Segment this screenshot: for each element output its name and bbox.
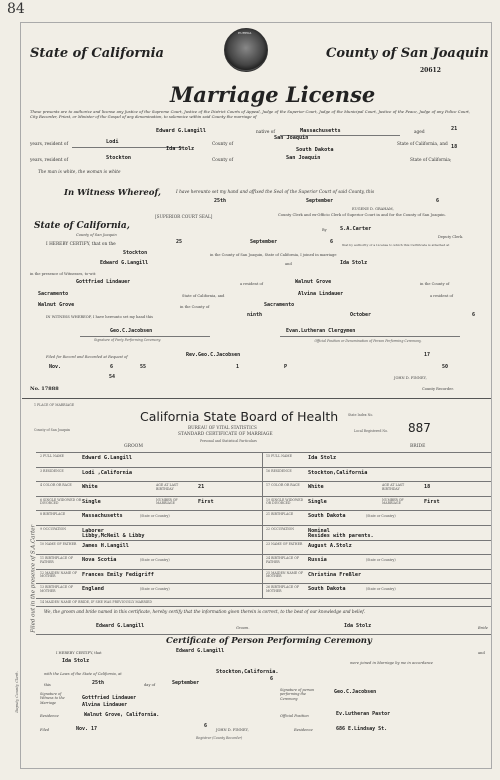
groom-row-label: 3 RESIDENCE xyxy=(40,468,64,473)
declaration-text: We, the groom and bride named in this certificate, hereby certify that the information given therein is correct, to the best of our knowledge and belief. xyxy=(44,609,365,614)
race-label: The man is white, the woman is white xyxy=(38,170,121,175)
groom-row-value: Nova Scotia xyxy=(82,557,117,564)
witness-day: 25th xyxy=(214,198,227,204)
groom-row-label: 13 BIRTHPLACE OF MOTHER xyxy=(40,585,74,593)
witness2-county: Sacramento xyxy=(264,302,295,308)
cert-residence: Walnut Grove, California. xyxy=(84,712,160,718)
bride-row-value: Christina Freßler xyxy=(308,571,362,578)
cert-filed-date: Nov. 17 xyxy=(76,726,98,732)
groom-state-country-label: (State or Country) xyxy=(140,587,170,592)
witness2-name: Alvina Lindauer xyxy=(298,291,344,297)
local-no: 887 xyxy=(408,421,431,435)
whereof-month: October xyxy=(350,312,372,318)
deputy-name: S.A.Carter xyxy=(340,226,372,232)
bride-row-value: Ida Stolz xyxy=(308,455,337,461)
cert-filed-year: 6 xyxy=(204,723,208,729)
bride-row-label: 25 MAIDEN NAME OF MOTHER xyxy=(266,570,304,579)
filed-number: No. 17888 xyxy=(30,386,59,392)
witness-sig-label: Signature of Witness to the Marriage xyxy=(40,692,65,705)
registrar-label: Registrar (County Recorder) xyxy=(196,736,243,740)
bride-row-label2: NUMBER OF MARRIAGE xyxy=(382,497,404,506)
groom-row-label: 6 SINGLE WIDOWED OR DIVORCED xyxy=(40,497,82,506)
bride-row-value: South Dakota xyxy=(308,513,346,520)
person-sig-label: Signature of person performing the Ceremony xyxy=(280,688,315,701)
filed-book: 50 xyxy=(442,364,449,370)
position-label: Official Position xyxy=(280,714,309,718)
cert-person-laws: with the Laws of the State of California, at xyxy=(44,672,122,676)
bride-state-country-label: (State or Country) xyxy=(366,558,396,563)
decl-groom: Edward G.Langill xyxy=(96,623,145,629)
county-of-label-2: County of xyxy=(212,158,234,163)
bride-row-value2: 18 xyxy=(424,484,431,491)
groom-row-value: Laborer xyxy=(82,528,104,534)
native-label: native of xyxy=(256,130,275,135)
groom-native: Massachusetts xyxy=(300,128,341,134)
filed-time: 55 xyxy=(140,364,147,370)
resident-label-1: a resident of xyxy=(240,282,263,286)
state-label-1: State of California, and xyxy=(182,294,225,298)
board-county-label: County of San Joaquin xyxy=(34,428,71,432)
certify-month: September xyxy=(250,239,278,245)
groom-row-label: 12 MAIDEN NAME OF MOTHER xyxy=(40,570,78,579)
cert-residence2: 686 E.Lindsay St. xyxy=(336,726,388,732)
bride-row-label: 23 NAME OF FATHER xyxy=(266,541,303,546)
cert-person-place: Stockton,California. xyxy=(216,669,279,675)
board-sub3: Personal and Statistical Particulars xyxy=(200,439,257,443)
bride-age: 18 xyxy=(451,144,458,150)
filed-month: Nov. xyxy=(49,364,62,370)
groom-row-value: Frances Emily Fedigriff xyxy=(82,571,154,578)
cert-person-day-label: day of xyxy=(144,683,156,687)
bride-row-value: Single xyxy=(308,498,327,505)
cert-person-this: this xyxy=(44,683,51,687)
groom-row-label: 9 OCCUPATION xyxy=(40,527,66,531)
seal-label: [SUPERIOR COURT SEAL] xyxy=(155,214,213,219)
groom-row-label: 11 BIRTHPLACE OF FATHER xyxy=(40,556,74,564)
groom-row-value: Massachusetts xyxy=(82,513,123,520)
bride-residence: Stockton xyxy=(106,155,131,161)
cert-person-line1: I HEREBY CERTIFY, that xyxy=(56,651,102,655)
cert-wit1: Gottfried Lindauer xyxy=(82,695,137,701)
groom-row-value: White xyxy=(82,484,98,491)
maiden-name-label: 14 MAIDEN NAME OF BRIDE, IF SHE WAS PREVIOUSLY MARRIED xyxy=(40,600,152,604)
recorder-name: JOHN D. FINNEY, xyxy=(394,376,427,380)
groom-row-value: James H.Langill xyxy=(82,542,129,549)
bride-row-label2: AGE AT LAST BIRTHDAY xyxy=(382,483,405,491)
groom-name: Edward G.Langill xyxy=(156,128,206,134)
cert-filed-label: Filed xyxy=(40,728,50,732)
cert-person-name: Geo.C.Jacobsen xyxy=(334,689,377,695)
cert-person-joined: were joined in Marriage by me in accordance xyxy=(350,661,433,665)
preamble: These presents are to authorize and license any Justice of the Supreme Court, Justice of the District Courts of Appeal, Judge of the Superior Court, Judge of the Municipal Court, Justice of the Peace, Judge of any Police Court, City Recorder, Priest, or Minister of the Gospel of any denomination, to solemnize within said County the marriage of xyxy=(30,109,470,119)
cert-person-year: 6 xyxy=(270,676,274,682)
bride-row-label: 17 COLOR OR RACE xyxy=(266,483,300,488)
state-cal-label: State of California, and xyxy=(397,142,448,147)
cert-filed-by: JOHN D. FINNEY, xyxy=(216,728,249,732)
bride-row-value: South Dakota xyxy=(308,586,346,593)
bride-row-label: 24 BIRTHPLACE OF FATHER xyxy=(266,556,300,564)
residence2-label: Residence xyxy=(294,728,313,732)
witnesses-label: in the presence of Witnesses, to-wit: xyxy=(30,272,97,276)
whereof-text: IN WITNESS WHEREOF, I have hereunto set my hand this xyxy=(46,315,154,319)
decl-groom-label: Groom. xyxy=(236,626,250,630)
bride-row-label: 15 FULL NAME xyxy=(266,454,292,458)
certificate-number: 20612 xyxy=(420,67,441,74)
state-seal-icon xyxy=(224,28,268,72)
certify-groom: Edward G.Langill xyxy=(100,260,149,266)
cert-person-bride: Ida Stolz xyxy=(62,658,90,664)
bride-name: Ida Stolz xyxy=(166,146,195,152)
witness-heading: In Witness Whereof, xyxy=(64,188,161,198)
bride-state-country-label: (State or Country) xyxy=(366,587,396,592)
bride-row-value: Nominal xyxy=(308,528,330,534)
groom-row-value2: 21 xyxy=(198,484,205,491)
page-number: 84 xyxy=(7,1,25,17)
county-of-label: County of xyxy=(212,142,234,147)
certify-authority: that by authority of a License to which this Certificate is attached at xyxy=(342,243,450,247)
deputy-label: Deputy Clerk. xyxy=(438,235,464,239)
state-index-label: State Index No. xyxy=(348,413,374,417)
clerk-text: County Clerk and ex-Officio Clerk of Superior Court in and for the County of San Joaquin. xyxy=(278,213,446,217)
place-of-marriage-label: 1 PLACE OF MARRIAGE xyxy=(34,403,75,407)
bride-row-label: 26 BIRTHPLACE OF MOTHER xyxy=(266,585,300,593)
filed-text: Filed for Record and Recorded at Request of xyxy=(46,355,128,359)
bride-row-label: 21 BIRTHPLACE xyxy=(266,512,294,517)
bride-heading: BRIDE xyxy=(410,444,426,449)
groom-residence: Lodi xyxy=(106,139,119,145)
state-cal-label-2: State of California; xyxy=(410,158,452,163)
seal-text: EUREKA xyxy=(238,31,252,35)
resident-label-2: a resident of xyxy=(430,294,453,298)
officiant-signature: Geo.C.Jacobsen xyxy=(110,328,153,334)
groom-row-label2: AGE AT LAST BIRTHDAY xyxy=(156,483,179,491)
side-note: Filed out in the presence of S.A.Carter xyxy=(30,524,37,633)
side-note-2: Deputy County Clerk. xyxy=(13,671,19,713)
bride-native: South Dakota xyxy=(296,147,334,153)
years-resident-label-2: years, resident of xyxy=(30,158,69,163)
bride-row-value: White xyxy=(308,484,324,491)
groom-row-label: 10 NAME OF FATHER xyxy=(40,541,77,546)
filed-day: 17 xyxy=(424,352,431,358)
cert-wit2: Alvina Lindauer xyxy=(82,702,128,708)
bride-row-label: 19 SINGLE WIDOWED OR DIVORCED xyxy=(266,497,304,506)
bride-row-value: Russia xyxy=(308,557,327,564)
groom-row-value2: First xyxy=(198,498,214,505)
cert-person-and: and xyxy=(478,651,485,655)
filed-ampm: P xyxy=(284,364,288,370)
filed-page: 54 xyxy=(109,374,116,380)
bride-row-value2: First xyxy=(424,498,440,505)
whereof-year: 6 xyxy=(472,312,476,318)
groom-row-value: Edward G.Langill xyxy=(82,455,132,461)
groom-row-label: 4 COLOR OR RACE xyxy=(40,483,72,488)
board-sub1: BUREAU OF VITAL STATISTICS xyxy=(188,425,257,430)
groom-row-value: Single xyxy=(82,498,101,505)
certify-county: County of San Joaquin xyxy=(76,233,117,237)
witness1-name: Gottfried Lindauer xyxy=(76,279,131,285)
officiant-label: Signature of Party Performing Ceremony. xyxy=(94,338,161,342)
cert-person-title: Certificate of Person Performing Ceremony xyxy=(166,636,372,646)
filed-by: Rev.Geo.C.Jacobsen xyxy=(186,352,241,358)
filed-year: 6 xyxy=(110,364,114,370)
witness2-residence: Walnut Grove xyxy=(38,302,75,308)
groom-row-label2: NUMBER OF MARRIAGE xyxy=(156,497,178,506)
witness1-county: Sacramento xyxy=(38,291,69,297)
cert-person-groom: Edward G.Langill xyxy=(176,648,225,654)
witness1-residence: Walnut Grove xyxy=(295,279,332,285)
filed-hour: 1 xyxy=(236,364,240,370)
decl-bride-label: Bride xyxy=(478,626,488,630)
groom-state-country-label: (State or Country) xyxy=(140,558,170,563)
residence-label: Residence xyxy=(40,714,59,718)
bride-row-value2: Resides with parents. xyxy=(308,533,374,539)
officiant-position-label: Official Position or Denomination of Person Performing Ceremony. xyxy=(314,339,422,343)
bride-row-value: August A.Stolz xyxy=(308,542,352,549)
certify-day: 25 xyxy=(176,239,183,245)
bride-county: San Joaquin xyxy=(286,155,321,161)
groom-row-value: Lodi ,California xyxy=(82,469,132,476)
bride-row-label: 16 RESIDENCE xyxy=(266,468,292,473)
county-label-1: in the County of xyxy=(420,282,450,286)
cert-position: Ev.Lutheran Pastor xyxy=(336,711,391,717)
recorder-label: County Recorder. xyxy=(422,387,454,391)
certify-and: and xyxy=(285,262,292,266)
certify-state: State of California, xyxy=(34,221,130,231)
cert-person-day: 25th xyxy=(92,680,105,686)
bride-state-country-label: (State or Country) xyxy=(366,514,396,519)
county-label-2: in the County of xyxy=(180,305,210,309)
certify-place: Stockton xyxy=(123,250,148,256)
groom-heading: GROOM xyxy=(124,444,143,449)
board-title: California State Board of Health xyxy=(140,409,339,424)
years-resident-label: years, resident of xyxy=(30,142,69,147)
certify-joined: in the County of San Joaquin, State of California, I joined in marriage xyxy=(210,253,337,257)
groom-state-country-label: (State or Country) xyxy=(140,514,170,519)
officiant-position: Evan.Lutheran Clergymen xyxy=(286,328,356,334)
certify-bride: Ida Stolz xyxy=(340,260,368,266)
witness-text: I have hereunto set my hand and affixed the Seal of the Superior Court of said County, this xyxy=(176,190,375,195)
certify-line1: I HEREBY CERTIFY, that on the xyxy=(46,242,116,247)
groom-age: 21 xyxy=(451,126,458,132)
groom-row-value2: Libby,McNeil & Libby xyxy=(82,533,145,539)
certify-year: 6 xyxy=(330,239,334,245)
state-title: State of California xyxy=(30,46,164,61)
aged-label: aged xyxy=(414,130,425,135)
local-no-label: Local Registered No. xyxy=(354,429,389,433)
witness-month: September xyxy=(306,198,334,204)
decl-bride: Ida Stolz xyxy=(344,623,372,629)
by-label: By xyxy=(322,228,327,232)
cert-person-month: September xyxy=(172,680,200,686)
groom-row-label: 8 BIRTHPLACE xyxy=(40,512,66,517)
graham-name: EUGENE D. GRAHAM, xyxy=(352,207,394,211)
witness-year: 6 xyxy=(436,198,440,204)
groom-row-label: 2 FULL NAME xyxy=(40,454,64,458)
bride-row-label: 22 OCCUPATION xyxy=(266,527,295,531)
whereof-day: ninth xyxy=(247,312,263,318)
groom-row-value: England xyxy=(82,586,104,593)
marriage-license-title: Marriage License xyxy=(170,82,376,107)
county-title: County of San Joaquin xyxy=(326,46,489,61)
groom-county: San Joaquin xyxy=(274,135,309,141)
board-sub2: STANDARD CERTIFICATE OF MARRIAGE xyxy=(178,432,273,437)
bride-row-value: Stockton,California xyxy=(308,469,368,476)
